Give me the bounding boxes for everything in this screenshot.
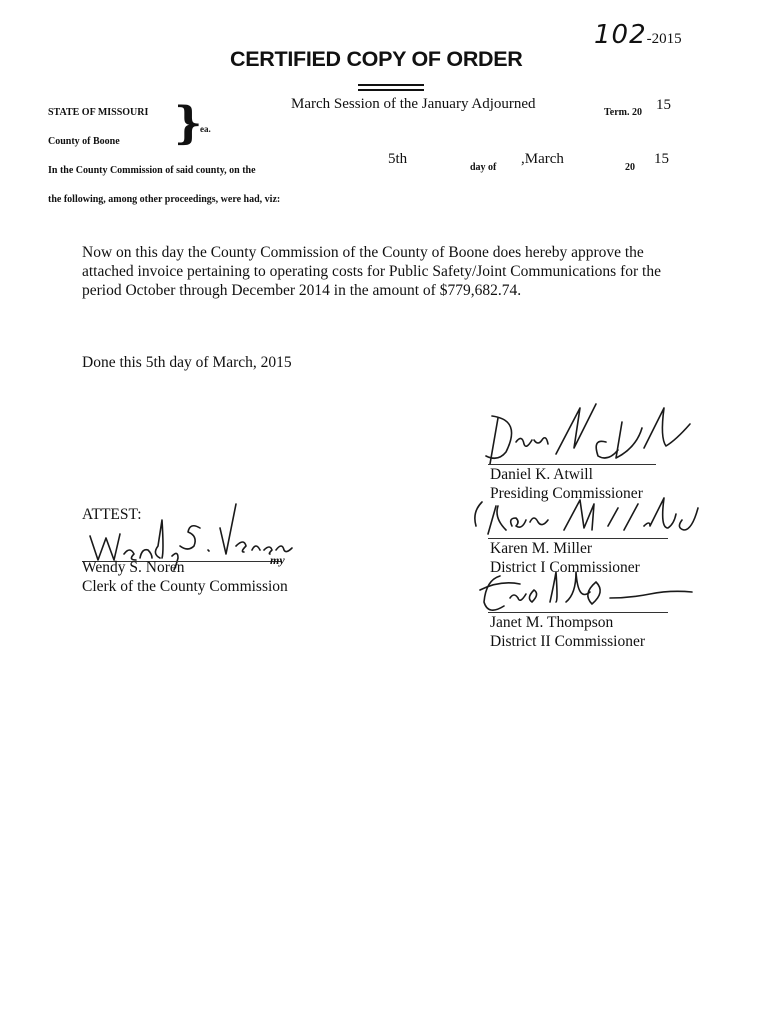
title-rule-top — [358, 84, 424, 86]
clerk-initials: my — [270, 553, 285, 567]
presiding-name: Daniel K. Atwill — [490, 466, 593, 483]
title-rule-bottom — [358, 89, 424, 91]
attest-label: ATTEST: — [82, 506, 142, 523]
year-label: 20 — [625, 162, 635, 173]
paragraph-line: attached invoice pertaining to operating costs for Public Safety/Joint Communications for the — [82, 263, 661, 280]
order-number-handwritten: 102 — [594, 20, 647, 50]
following-line: the following, among other proceedings, were had, viz: — [48, 194, 281, 205]
session-year: 15 — [654, 151, 669, 167]
district-two-title: District II Commissioner — [490, 633, 645, 650]
order-number — [594, 20, 682, 50]
presiding-commissioner-signature — [476, 402, 696, 472]
document-title: CERTIFIED COPY OF ORDER — [230, 47, 523, 71]
paragraph-line: Now on this day the County Commission of the County of Boone does hereby approve the — [82, 244, 644, 261]
term-year: 15 — [656, 97, 671, 113]
order-number-suffix: -2015 — [646, 31, 682, 47]
paragraph-line: period October through December 2014 in the amount of $779,682.74. — [82, 282, 522, 299]
clerk-name: Wendy S. Noren — [82, 559, 185, 576]
day-of-label: day of — [470, 162, 497, 173]
session-day: 5th — [388, 151, 408, 167]
order-paragraph — [82, 243, 661, 300]
state-label: STATE OF MISSOURI — [48, 107, 149, 118]
presiding-title: Presiding Commissioner — [490, 485, 643, 502]
district-one-title: District I Commissioner — [490, 559, 640, 576]
caption-brace: } — [174, 98, 203, 149]
intro-line: In the County Commission of said county, on the — [48, 165, 256, 176]
session-text: March Session of the January Adjourned — [291, 96, 536, 112]
county-label: County of Boone — [48, 136, 120, 147]
district-two-name: Janet M. Thompson — [490, 614, 614, 631]
clerk-title: Clerk of the County Commission — [82, 578, 288, 595]
term-label: Term. 20 — [604, 107, 642, 118]
done-line: Done this 5th day of March, 2015 — [82, 354, 292, 371]
ss-label: ea. — [200, 124, 211, 134]
district-one-name: Karen M. Miller — [490, 540, 593, 557]
district-one-signature — [468, 492, 718, 542]
session-month: ,March — [521, 151, 564, 167]
